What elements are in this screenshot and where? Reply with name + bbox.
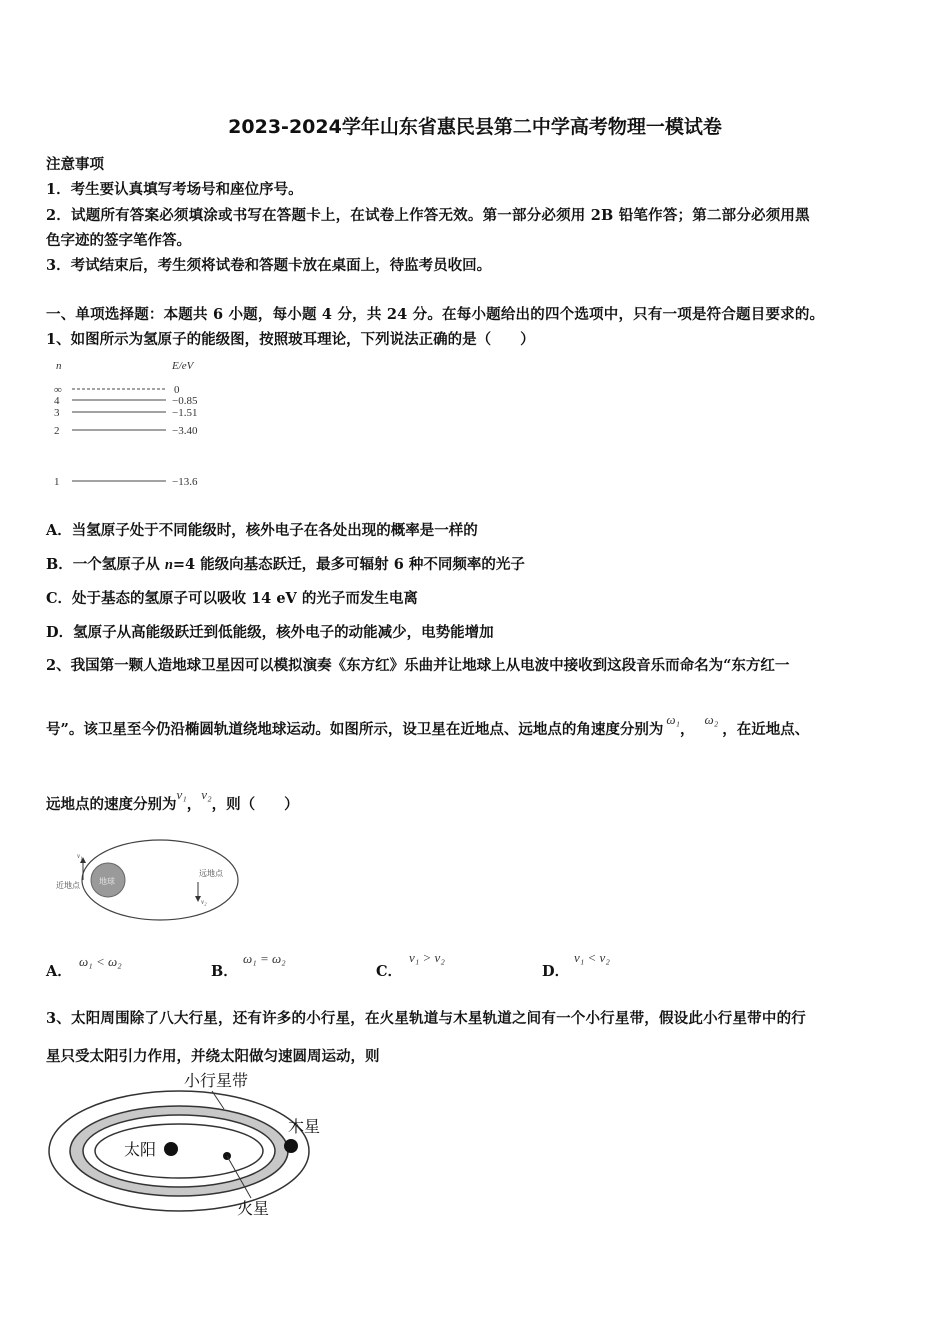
question-1-option-d: D．氢原子从高能级跃迁到低能级，核外电子的动能减少，电势能增加: [46, 624, 494, 641]
n-axis-label: n: [56, 360, 62, 372]
question-1-option-b: [46, 553, 525, 574]
question-2-option-c-label: C．: [376, 963, 403, 980]
omega-1: ω₁: [666, 712, 681, 727]
level-e-4: −0.85: [172, 395, 198, 407]
level-n-1: 1: [54, 476, 60, 488]
question-2-option-c-formula: v₁ > v₂: [409, 950, 445, 965]
jupiter-label: 木星: [288, 1119, 321, 1136]
v-2: v₂: [201, 787, 212, 802]
mars-label: 火星: [237, 1201, 270, 1218]
question-2-option-b-formula: ω₁ = ω₂: [243, 951, 286, 966]
q2-line2-post: ，在近地点、: [722, 721, 810, 738]
level-e-2: −3.40: [172, 425, 198, 437]
notice-item-2-line-2: 色字迹的签字笔作答。: [46, 232, 191, 249]
page-title: 2023-2024学年山东省惠民县第二中学高考物理一模试卷: [228, 116, 722, 138]
omega-2: ω₂: [704, 712, 719, 727]
belt-label: 小行星带: [184, 1073, 249, 1090]
notice-item-3: 3．考试结束后，考生须将试卷和答题卡放在桌面上，待监考员收回。: [46, 257, 492, 274]
v2-fig-label: v₂: [201, 898, 207, 906]
perigee-label: 近地点: [56, 881, 80, 890]
question-1-option-c: C．处于基态的氢原子可以吸收 14 eV 的光子而发生电离: [46, 590, 418, 607]
earth-label: 地球: [99, 877, 115, 886]
v-1: v₁: [176, 787, 187, 802]
satellite-orbit-diagram: [50, 834, 245, 926]
q2-line3-pre: 远地点的速度分别为: [46, 796, 177, 813]
sun-label: 太阳: [124, 1142, 157, 1159]
level-n-inf: ∞: [54, 384, 62, 396]
option-b-var: n: [164, 557, 173, 573]
sun-dot: [164, 1142, 178, 1156]
question-2-line-1: 2、我国第一颗人造地球卫星因可以模拟演奏《东方红》乐曲并让地球上从电波中接收到这段音乐而命名为“东方红一: [46, 657, 790, 674]
q2-line3-post: ，则（ ）: [211, 796, 299, 813]
asteroid-belt-diagram: [44, 1068, 329, 1228]
energy-level-diagram: [46, 352, 226, 497]
question-3-line-2: 星只受太阳引力作用，并绕太阳做匀速圆周运动，则: [46, 1048, 380, 1065]
notice-item-1: 1．考生要认真填写考场号和座位序号。: [46, 181, 303, 198]
level-e-inf: 0: [174, 384, 180, 396]
question-1-stem: 1、如图所示为氢原子的能级图，按照玻耳理论，下列说法正确的是（ ）: [46, 331, 535, 348]
question-2-option-b-label: B．: [211, 963, 238, 980]
question-2-option-a-formula: ω₁ < ω₂: [79, 954, 122, 969]
level-n-2: 2: [54, 425, 60, 437]
q2-line2-pre: 号”。该卫星至今仍沿椭圆轨道绕地球运动。如图所示，设卫星在近地点、远地点的角速度分别为: [46, 721, 664, 738]
q2-comma-2: ，: [186, 796, 202, 813]
question-3-line-1: 3、太阳周围除了八大行星，还有许多的小行星，在火星轨道与木星轨道之间有一个小行星带，假设此小行星带中的行: [46, 1010, 806, 1027]
v1-fig-label: v₁: [77, 852, 83, 860]
option-b-pre: B．一个氢原子从: [46, 556, 165, 573]
notice-item-2-line-1: 2．试题所有答案必须填涂或书写在答题卡上，在试卷上作答无效。第一部分必须用 2B 铅笔作答；第二部分必须用黑: [46, 207, 810, 224]
level-e-3: −1.51: [172, 407, 198, 419]
question-2-line-2: [46, 712, 810, 739]
section-heading: 一、单项选择题：本题共 6 小题，每小题 4 分，共 24 分。在每小题给出的四个选项中，只有一项是符合题目要求的。: [46, 306, 825, 323]
notice-heading: 注意事项: [46, 156, 104, 173]
question-2-line-3: [46, 787, 299, 814]
question-2-option-d-label: D．: [542, 963, 570, 980]
apogee-label: 远地点: [199, 869, 223, 878]
question-1-option-a: A．当氢原子处于不同能级时，核外电子在各处出现的概率是一样的: [46, 522, 478, 539]
option-b-post: =4 能级向基态跃迁，最多可辐射 6 种不同频率的光子: [172, 556, 525, 573]
question-2-option-d-formula: v₁ < v₂: [574, 950, 610, 965]
belt-inner-edge: [83, 1115, 275, 1187]
energy-axis-label: E/eV: [172, 360, 194, 372]
question-2-option-a-label: A．: [46, 963, 72, 980]
level-n-3: 3: [54, 407, 60, 419]
jupiter-dot: [284, 1139, 298, 1153]
level-n-4: 4: [54, 395, 60, 407]
q2-comma-1: ，: [680, 721, 695, 738]
level-e-1: −13.6: [172, 476, 198, 488]
